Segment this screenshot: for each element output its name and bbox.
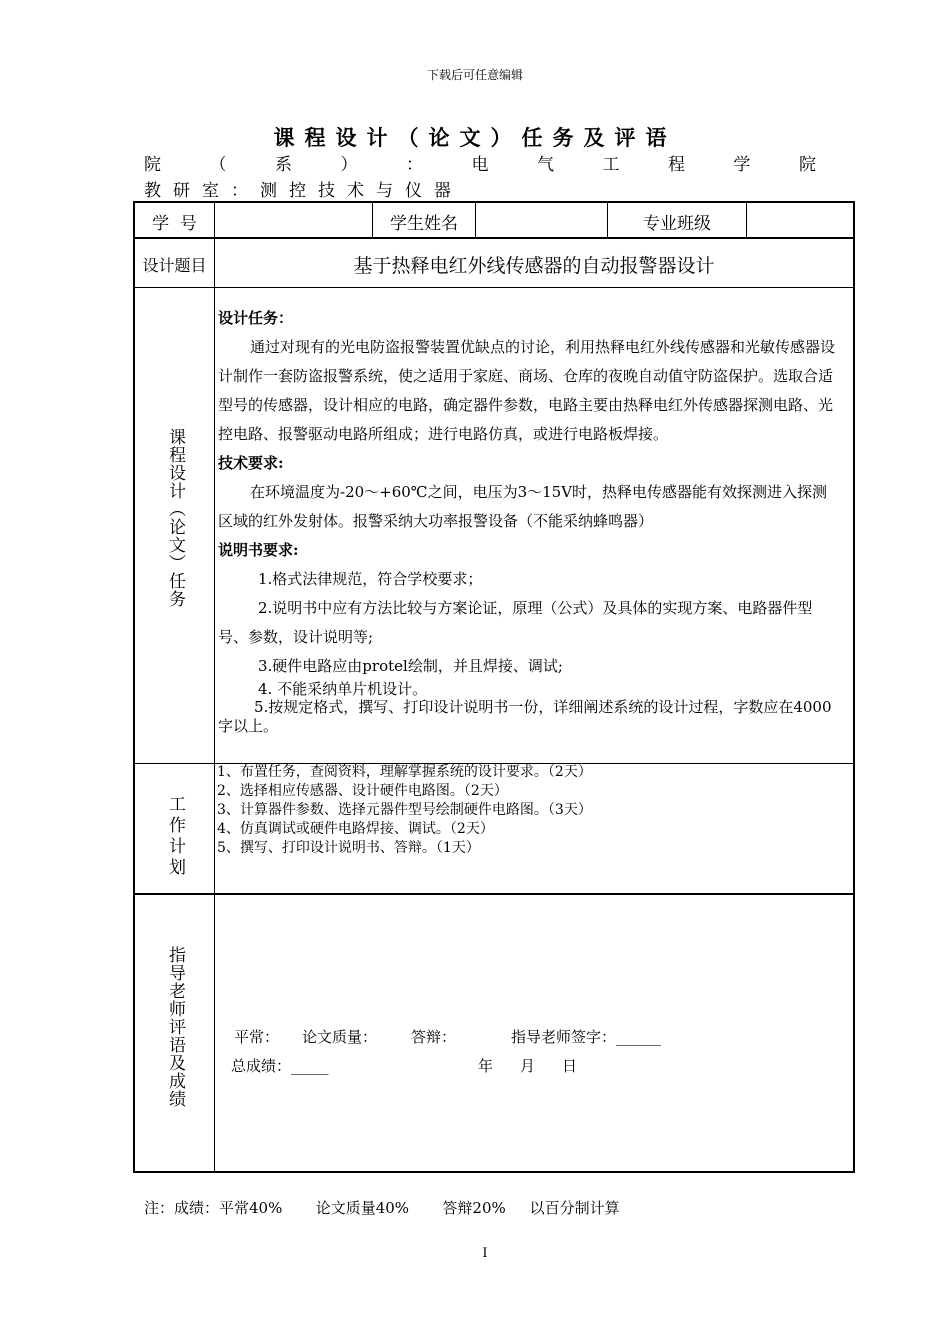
plan-label: 工作计划	[165, 795, 185, 879]
plan-item: 4、仿真调试或硬件电路焊接、调试。（2天）	[217, 821, 494, 837]
dept-char: 电	[471, 155, 489, 175]
defense-score-label: 答辩：	[411, 1028, 457, 1046]
student-name-label: 学生姓名	[390, 214, 458, 234]
plan-item: 3、计算器件参数、选择元器件型号绘制硬件电路图。（3天）	[217, 802, 592, 818]
task-heading-design: 设计任务：	[218, 309, 294, 327]
dept-char: 工	[602, 155, 620, 175]
department-line	[144, 150, 816, 175]
table-border-right	[853, 201, 855, 1173]
task-requirement: 1.格式法律规范，符合学校要求；	[258, 570, 483, 588]
date-day: 日	[562, 1057, 578, 1075]
header-note: 下载后可任意编辑	[426, 68, 523, 82]
task-heading-manual: 说明书要求:	[218, 541, 299, 559]
task-heading-tech: 技术要求:	[218, 454, 284, 472]
table-rule	[133, 287, 855, 288]
plan-item: 5、撰写、打印设计说明书、答辩。（1天）	[217, 840, 480, 856]
page-title: 课程设计（论文）任务及评语	[273, 125, 677, 150]
table-rule	[133, 893, 855, 895]
grading-footnote: 注：成绩：平常40% 论文质量40% 答辩20% 以百分制计算	[144, 1199, 620, 1217]
task-requirement: 5.按规定格式，撰写、打印设计说明书一份，详细阐述系统的设计过程，字数应在4000字以上。	[218, 698, 832, 735]
table-border-bottom	[133, 1171, 855, 1173]
comment-label: 指导老师评语及成绩	[165, 946, 185, 1108]
table-row1-rule	[475, 201, 476, 238]
dept-char: 程	[668, 155, 685, 175]
dept-char: 院	[144, 155, 161, 175]
dept-char: 气	[537, 155, 554, 175]
signature-label: 指导老师签字：______	[511, 1028, 662, 1046]
table-border-left	[133, 201, 135, 1173]
plan-content	[217, 763, 847, 858]
dept-char: 院	[799, 155, 816, 175]
page-number: I	[482, 1246, 488, 1261]
dept-char: ：	[406, 155, 423, 175]
task-content	[218, 304, 838, 736]
task-paragraph: 在环境温度为-20～+60℃之间，电压为3～15V时，热释电传感器能有效探测进入探测区域的红外发射体。报警采纳大功率报警设备（不能采纳蜂鸣器）	[218, 483, 828, 530]
total-score-label: 总成绩：_____	[231, 1057, 329, 1075]
dept-char: ）	[340, 155, 358, 175]
table-row1-rule	[746, 201, 747, 238]
topic-label: 设计题目	[142, 256, 207, 275]
topic-value: 基于热释电红外线传感器的自动报警器设计	[353, 255, 715, 277]
task-requirement: 4. 不能采纳单片机设计。	[258, 680, 428, 698]
dept-char: 系	[275, 155, 292, 175]
dept-char: 学	[733, 155, 751, 175]
date-year: 年	[478, 1057, 494, 1075]
office-line: 教研室：测控技术与仪器	[144, 181, 463, 201]
task-paragraph: 通过对现有的光电防盗报警装置优缺点的讨论，利用热释电红外线传感器和光敏传感器设计制作一套防盗报警系统，使之适用于家庭、商场、仓库的夜晚自动值守防盗保护。选取合适型号的传感器，设计相应的电路，确定器件参数，电路主要由热释电红外传感器探测电路、光控电路、报警驱动电路所组成；进行电路仿真，或进行电路板焊接。	[218, 338, 836, 443]
dept-char: （	[209, 155, 227, 175]
task-requirement: 3.硬件电路应由protel绘制，并且焊接、调试;	[258, 657, 563, 675]
quality-score-label: 论文质量：	[302, 1028, 378, 1046]
class-label: 专业班级	[643, 214, 711, 234]
student-id-label: 学 号	[152, 214, 197, 234]
plan-item: 2、选择相应传感器、设计硬件电路图。（2天）	[217, 783, 508, 799]
date-month: 月	[520, 1057, 536, 1075]
task-label: 课程设计（论文）任务	[165, 428, 185, 608]
task-requirement: 2.说明书中应有方法比较与方案论证，原理（公式）及具体的实现方案、电路器件型号、参数，设计说明等;	[218, 599, 813, 646]
usual-score-label: 平常：	[234, 1028, 280, 1046]
plan-item: 1、布置任务，查阅资料，理解掌握系统的设计要求。（2天）	[217, 764, 592, 780]
table-label-column-rule	[214, 201, 215, 1173]
